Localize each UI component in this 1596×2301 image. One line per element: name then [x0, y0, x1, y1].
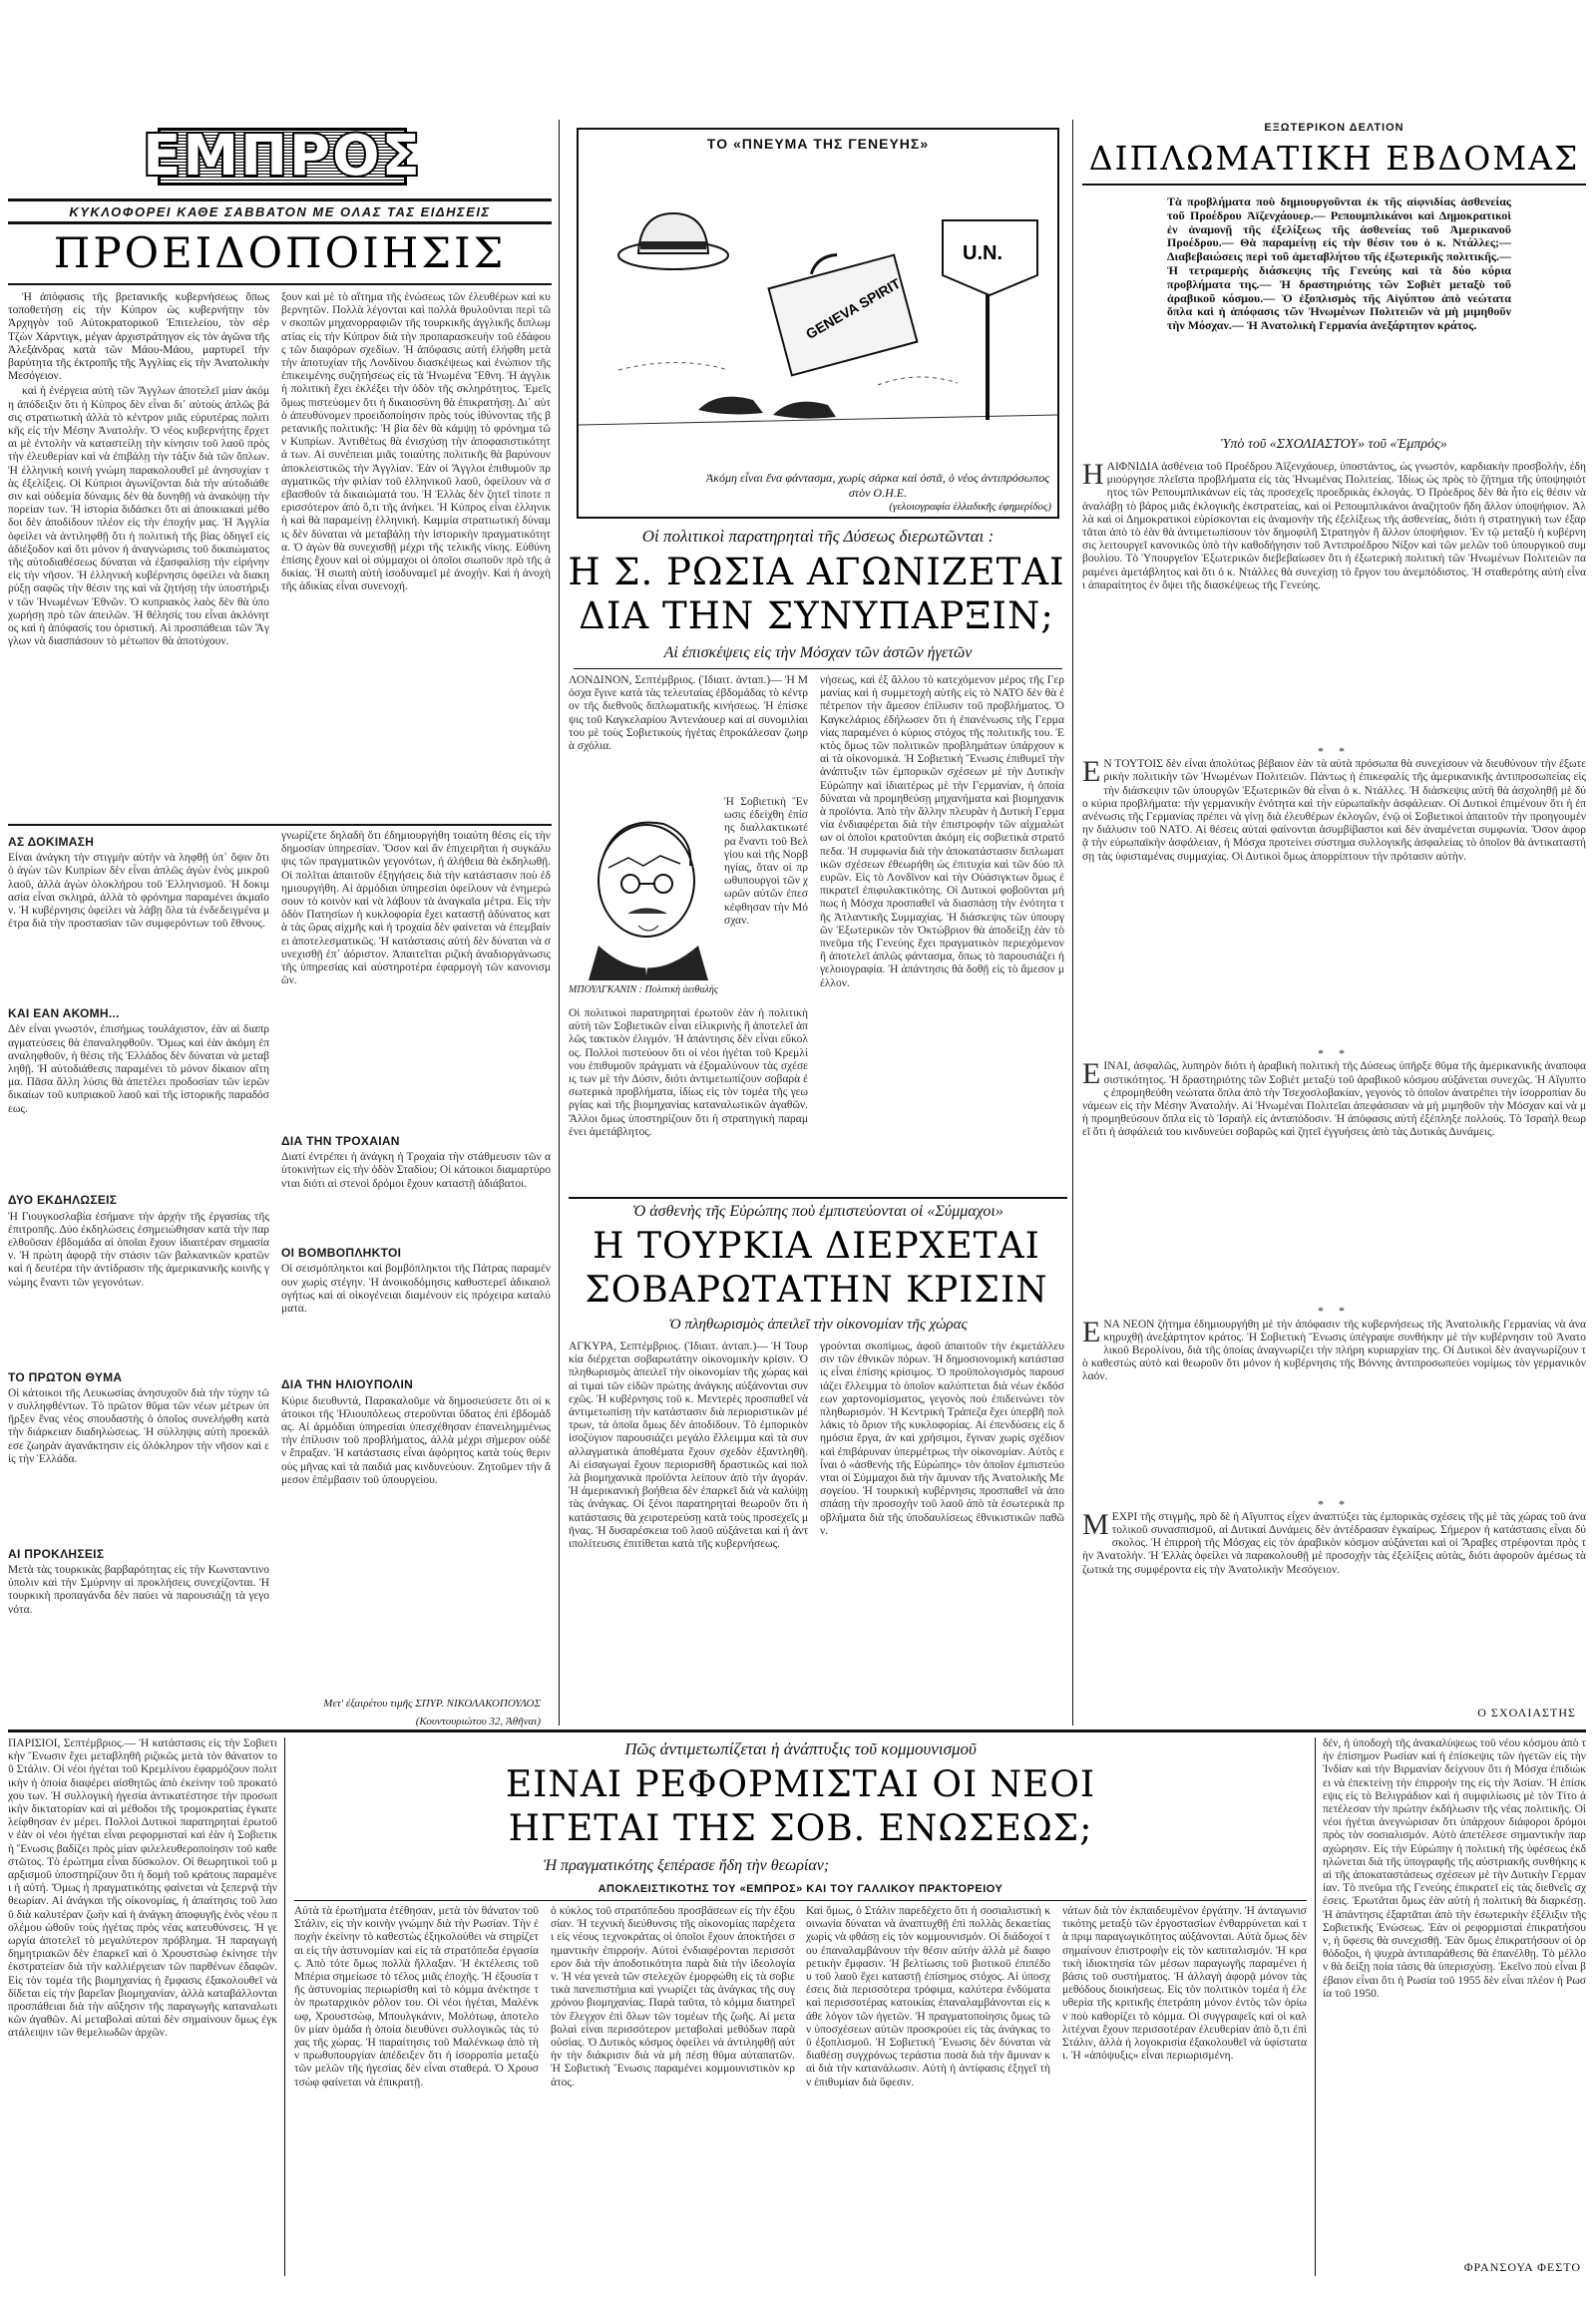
center-story-2-col2-body: γρούνται σκοπίμως, ἀφοῦ ἀπαιτοῦν τὴν ἐκμετάλλευσιν τῶν ἐθνικῶν πόρων. Ἡ δημοσιονομικὴ κατάστασις εἶναι ἐπίσης κρίσιμος. Ὁ προϋπολογισμὸς παρουσιάζει ἔλλειμμα τὸ ὁποῖον καλύπτεται διὰ νέων ἐκδόσεων χαρτονομίσματος, γεγονὸς ποὺ ἐπιδεινώνει τὸν πληθωρισμόν. Ἡ Κεντρικὴ Τράπεζα ἔχει ὑπερβῆ πολλάκις τὸ ὅριον τῆς κυκλοφορίας. Αἱ ἐπενδύσεις εἰς δημόσια ἔργα, ἀν καὶ χρήσιμοι, ἔγιναν χωρὶς σχέδιον καὶ ἐπιβάρυναν ὑπερμέτρως τὴν οἰκονομίαν. Αὐτὸς εἶναι ὁ «ἀσθενὴς τῆς Εὐρώπης» τὸν ὁποῖον ἐμπιστεύονται οἱ Σύμμαχοι διὰ τὴν ἄμυναν τῆς Ἀνατολικῆς Μεσογείου. Ἡ τουρκικὴ κυβέρνησις προσπαθεῖ νὰ ἀποσπάσῃ τὴν προσοχὴν τοῦ λαοῦ ἀπὸ τὰ ἐσωτερικὰ προβλήματα διὰ τῆς ὑποδαυλίσεως ἐθνικιστικῶν παθῶν.: [820, 1341, 1064, 1537]
right-separator-1: * *: [1318, 744, 1351, 758]
right-label: ΕΞΩΤΕΡΙΚΟΝ ΔΕΛΤΙΟΝ: [1264, 122, 1404, 134]
cartoon-title: ΤΟ «ΠΝΕΥΜΑ ΤΗΣ ΓΕΝΕΥΗΣ»: [706, 136, 930, 152]
bottom-col-2: [294, 1905, 539, 2276]
cartoon-sign-2: U.N.: [963, 242, 1002, 264]
center-story-2-col1: [569, 1341, 808, 1726]
left-section-2-body: Δὲν εἶναι γνωστόν, ἐπισήμως τουλάχιστον, ἐὰν αἱ διαπραγματεύσεις θὰ ἐπαναληφθοῦν. Ὅμως καὶ ἐὰν ἀκόμη ἐπαναληφθοῦν, ἡ θέσις τῆς Ἑλλάδος δὲν δύναται νὰ μεταβληθῇ. Ἡ αὐτοδιάθεσις παραμένει τὸ μόνον δίκαιον αἴτημα. Πᾶσα ἄλλη λύσις θὰ ἀπετέλει προδοσίαν τῶν ἱερῶν δικαίων τοῦ κυπριακοῦ λαοῦ καὶ τῆς ἱστορικῆς παραδόσεως.: [8, 1023, 269, 1115]
left-lead-divider: [8, 824, 552, 826]
bottom-col-left: [8, 1737, 277, 2276]
masthead-tagline: ΚΥΚΛΟΦΟΡΕΙ ΚΑΘΕ ΣΑΒΒΑΤΟΝ ΜΕ ΟΛΑΣ ΤΑΣ ΕΙΔΗΣΕΙΣ: [69, 204, 491, 219]
masthead-logo: [143, 124, 422, 189]
col-divider-left: [559, 120, 560, 1726]
bottom-col-right-body: δέν, ἡ ὑποδοχὴ τῆς ἀνακαλύψεως τοῦ νέου κόσμου ἀπὸ τὴν ἐπίσημον Ρωσίαν καὶ ἡ ἐπίσκεψις τῶν ἡγετῶν εἰς τὴν Ἰνδίαν καὶ τὴν Βιρμανίαν δείχνουν ὅτι ἡ Μόσχα ἐπιδιώκει νὰ ἐπεκτείνῃ τὴν ἐπιρροήν της εἰς τὴν Ἀσίαν. Ἡ ἐπίσκεψις εἰς τὸ Βελιγράδιον καὶ ἡ συμφιλίωσις μὲ τὸν Τίτο ἀπετέλεσαν τὴν πρώτην ἐκδήλωσιν τῆς νέας πολιτικῆς. Οἱ νέοι ἡγέται ἀνεγνώρισαν ὅτι ὑπάρχουν διάφοροι δρόμοι πρὸς τὸν σοσιαλισμόν. Αὐτὸ ἀπετέλεσε σημαντικὴν παραχώρησιν. Εἰς τὴν Εὐρώπην ἡ πολιτικὴ τῆς ὑφέσεως ἐκδηλώνεται διὰ τῆς ὑπογραφῆς τῆς αὐστριακῆς συνθήκης καὶ τῆς ἀποκαταστάσεως σχέσεων μὲ τὴν Δυτικὴν Γερμανίαν. Τὸ πνεῦμα τῆς Γενεύης ἐπικρατεῖ εἰς τὰς διεθνεῖς σχέσεις. Ἐρωτᾶται ὅμως ἐὰν αὐτὴ ἡ πολιτικὴ θὰ διαρκέσῃ. Ἡ ἀπάντησις ἐξαρτᾶται ἀπὸ τὴν ἐσωτερικὴν ἐξέλιξιν τῆς Σοβιετικῆς Ἑνώσεως. Ἐὰν οἱ ρεφορμισταὶ ἐπικρατήσουν, ἡ ὕφεσις θὰ συνεχισθῇ. Ἐὰν ὅμως ἐπικρατήσουν οἱ ὀρθόδοξοι, ἡ ψυχρὰ ἀντιπαράθεσις θὰ ἐπανέλθῃ. Τὸ μέλλον θὰ δείξῃ ποία τάσις θὰ ὑπερισχύσῃ. Ἐκεῖνο ποὺ εἶναι βέβαιον εἶναι ὅτι ἡ Ρωσία τοῦ 1955 δὲν εἶναι πλέον ἡ Ρωσία τοῦ 1950.: [1323, 1737, 1586, 2000]
center-headline-1b: ΔΙΑ ΤΗΝ ΣΥΝΥΠΑΡΞΙΝ;: [579, 594, 1054, 637]
mid-sign: Μετ' ἐξαιρέτου τιμῆς ΣΠΥΡ. ΝΙΚΟΛΑΚΟΠΟΥΛΟΣ: [323, 1698, 541, 1710]
left-section-1: ΑΣ ΔΟΚΙΜΑΣΗ: [8, 835, 95, 849]
center-story-1-col1: [569, 674, 808, 1193]
left-section-4: ΤΟ ΠΡΩΤΟΝ ΘΥΜΑ: [8, 1369, 123, 1384]
masthead-rule-bottom: [8, 221, 552, 224]
signpost-icon: [943, 220, 1037, 420]
mid-section-1-body: Διατί ἐντρέπει ἡ ἀνάγκη ἡ Τροχαία τὴν στάθμευσιν τῶν αὐτοκινήτων εἰς τὴν ὁδὸν Σταδίου; Οἱ κάτοικοι διαμαρτύρονται διότι αἱ στενοὶ δρόμοι ἔχουν καταστῇ ἀδιάβατοι.: [281, 1151, 551, 1190]
mid-section-2-body: Οἱ σεισμόπληκτοι καὶ βομβόπληκτοι τῆς Πάτρας παραμένουν χωρὶς στέγην. Ἡ ἀνοικοδόμησις καθυστερεῖ ἀδικαιολογήτως καὶ αἱ οἰκογένειαι διαμένουν εἰς πρόχειρα καταλύματα.: [281, 1263, 551, 1316]
bottom-col-4-body: Καὶ ὅμως, ὁ Στάλιν παρεδέχετο ὅτι ἡ σοσιαλιστικὴ κοινωνία δύναται νὰ ἀναπτυχθῇ ἐπὶ πολλὰς δεκαετίας χωρὶς νὰ φθάσῃ εἰς τὸν κομμουνισμόν. Οἱ διάδοχοί του ἐπαναλαμβάνουν τὴν θέσιν αὐτὴν ἀλλὰ μὲ διαφορετικὴν ἔμφασιν. Ἡ βελτίωσις τοῦ βιοτικοῦ ἐπιπέδου τοῦ λαοῦ ἔχει καταστῇ ἐπίσημος στόχος. Αἱ ὑποσχέσεις διὰ περισσότερα τρόφιμα, καλύτερα ἐνδύματα καὶ περισσοτέρας κατοικίας ἐπαναλαμβάνονται εἰς κάθε λόγον τῶν ἡγετῶν. Ἡ πραγματοποίησις ὅμως τῶν ὑποσχέσεων αὐτῶν προσκρούει εἰς τὰς ἀνάγκας τοῦ ἐξοπλισμοῦ. Ἡ Σοβιετικὴ Ἕνωσις δὲν δύναται νὰ διαθέσῃ συγχρόνως τεράστια ποσὰ διὰ τὴν ἄμυναν καὶ διὰ τὴν κατανάλωσιν. Αὐτὴ ἡ ἀντίφασις ἐξηγεῖ τὴν ἐπιθυμίαν διὰ ὕφεσιν.: [806, 1905, 1050, 2089]
mid-section-2: ΟΙ ΒΟΜΒΟΠΛΗΚΤΟΙ: [281, 1246, 402, 1261]
right-body-3: ΕΙΝΑΙ, ἀσφαλῶς, λυπηρὸν διότι ἡ ἀραβικὴ πολιτικὴ τῆς Δύσεως ὑπῆρξε θῦμα τῆς ἀμερικανικῆς ἀναποφασιστικότητος. Ἡ δραστηριότης τῶν Σοβιὲτ μεταξὺ τοῦ ἀραβικοῦ κόσμου αὐξάνεται συνεχῶς. Ἡ Αἴγυπτος ἐπρομηθεύθη νεώτατα ὅπλα ἀπὸ τὴν Τσεχοσλοβακίαν, γεγονὸς τὸ ὁποῖον ἀνατρέπει τὴν ἰσορροπίαν δυνάμεων εἰς τὴν Μέσην Ἀνατολήν. Αἱ Ἡνωμέναι Πολιτεῖαι ἀπεφάσισαν νὰ μὴ μιμηθοῦν τὴν Μόσχαν καὶ νὰ μὴ προμηθεύσουν ὅπλα εἰς τὸ Ἰσραὴλ εἰς ἀνταπόδοσιν. Ἡ ἀπόφασις αὐτὴ ἐξέπληξε πολλούς. Τὸ Ἰσραὴλ θεωρεῖ ὅτι ἡ ἀσφάλειά του κινδυνεύει σοβαρῶς καὶ ζητεῖ ἐγγυήσεις ἀπὸ τὰς Δυτικὰς Δυνάμεις.: [1082, 1060, 1586, 1139]
bottom-col-5: [1062, 1905, 1307, 2276]
bottom-col-5-body: νάτων διὰ τὸν ἐκπαιδευμένον ἐργάτην. Ἡ ἀνταγωνιστικότης μεταξὺ τῶν ἐργοστασίων ἐνθαρρύνεται καὶ τὰ πριμ παραγωγικότητος αὐξάνονται. Αὐτὰ ὅμως δὲν σημαίνουν ἐπιστροφὴν εἰς τὸν καπιταλισμόν. Ἡ κρατικὴ ἰδιοκτησία τῶν μέσων παραγωγῆς παραμένει ἡ βάσις τοῦ συστήματος. Ἡ ἀλλαγὴ ἀφορᾷ μόνον τὰς μεθόδους διοικήσεως. Εἰς τὸν πολιτικὸν τομέα ἡ ἐλευθερία τῆς κριτικῆς ἐπετράπη μόνον ἐντὸς τῶν ὁρίων ποὺ καθορίζει τὸ κόμμα. Οἱ συγγραφεῖς καὶ οἱ καλλιτέχναι ἔχουν περισσοτέραν ἐλευθερίαν ἀπὸ ὅ,τι ἐπὶ Στάλιν, ἀλλὰ ἡ λογοκρισία ἐξακολουθεῖ νὰ ὑφίσταται. Ἡ «ἀπόψυξις» εἶναι περιωρισμένη.: [1062, 1905, 1307, 2063]
bottom-col-2-body: Αὐτὰ τὰ ἐρωτήματα ἐτέθησαν, μετὰ τὸν θάνατον τοῦ Στάλιν, εἰς τὴν κοινὴν γνώμην διὰ τὴν Ρωσίαν. Τὴν ἐποχὴν ἐκείνην τὸ καθεστὼς ἐξηκολούθει νὰ στηρίζεται εἰς τὴν ἀστυνομίαν καὶ εἰς τὰ στρατόπεδα ἐργασίας. Ἀπὸ τότε ὅμως πολλὰ ἤλλαξαν. Ἡ ἐκτέλεσις τοῦ Μπέρια σημείωσε τὸ τέλος μιᾶς ἐποχῆς. Ἡ ἐξουσία τῆς ἀστυνομίας περιωρίσθη καὶ τὸ κόμμα ἀνέκτησε τὸν πρωταρχικὸν ρόλον του. Οἱ νέοι ἡγέται, Μαλένκωφ, Χρουστσὼφ, Μπουλγκάνιν, Μολότωφ, ἀποτελοῦν μίαν ὁμάδα ἡ ὁποία διευθύνει συλλογικῶς τὰς τύχας τῆς χώρας. Ἡ παραίτησις τοῦ Μαλένκωφ ἀπὸ τὴν πρωθυπουργίαν ἀπέδειξεν ὅτι ἡ ἰσορροπία μεταξὺ τῶν μελῶν τῆς ἡγεσίας δὲν εἶναι σταθερά. Ὁ Χρουστσὼφ φαίνεται νὰ ἐπικρατῇ.: [294, 1905, 539, 2089]
right-body-1: Η ΑΙΦΝΙΔΙΑ ἀσθένεια τοῦ Προέδρου Ἀϊζενχάουερ, ὑποστάντος, ὡς γνωστόν, καρδιακὴν προσβολήν, ἐδημιούργησε πλεῖστα προβλήματα εἰς τὰς Ἡνωμένας Πολιτείας. Ἰδίως ὡς πρὸς τὸ ζήτημα τῆς ὑποψηφιότητος τῶν Ρεπουμπλικάνων εἰς τὰς προσεχεῖς προεδρικὰς ἐκλογάς. Ὁ Πρόεδρος δὲν θὰ ἦτο εἰς θέσιν νὰ ἀναλάβῃ τὸ βάρος μιᾶς ἐκλογικῆς ἐκστρατείας, καὶ οἱ Ρεπουμπλικάνοι ἀναζητοῦν ἤδη ἄλλον ὑποψήφιον. Ἀλλὰ καὶ οἱ Δημοκρατικοὶ εὑρίσκονται εἰς ἀναμονὴν τῆς ἐξελίξεως τῆς ἀσθενείας, διότι ἡ στρατηγική των ἐξαρτᾶται ἀπὸ τὸ ἐὰν θὰ ἀντιμετωπίσουν τὸν δημοφιλῆ Στρατηγὸν ἢ ἄλλον ὑποψήφιον. Ἐν τῷ μεταξὺ ἡ κυβέρνησις λειτουργεῖ κανονικῶς ὑπὸ τὴν καθοδήγησιν τοῦ Ἀντιπροέδρου Νίξον καὶ τῶν μελῶν τοῦ ὑπουργικοῦ συμβουλίου. Τὸ Ὑπουργεῖον Ἐξωτερικῶν διεβεβαίωσεν ὅτι ἡ ἐξωτερικὴ πολιτικὴ τῶν Ἡνωμένων Πολιτειῶν παραμένει ἀμετάβλητος καὶ ὅτι ὁ κ. Ντάλλες θὰ συνεχίσῃ τὸ ἔργον του ἀνεμπόδιστος. Ἡ σταθερότης αὐτὴ εἶναι ἀπαραίτητος ἐν ὄψει τῆς διασκέψεως τῆς Γενεύης.: [1082, 461, 1586, 591]
bottom-headline-b: ΗΓΕΤΑΙ ΤΗΣ ΣΟΒ. ΕΝΩΣΕΩΣ;: [508, 1808, 1093, 1849]
left-section-1-body: Εἶναι ἀνάγκη τὴν στιγμὴν αὐτὴν νὰ ληφθῇ ὑπ᾽ ὄψιν ὅτι ὁ ἀγὼν τῶν Κυπρίων δὲν εἶναι ἁπλῶς ἀγὼν ἑνὸς μικροῦ λαοῦ, ἀλλὰ ἀγὼν ὁλοκλήρου τοῦ Ἑλληνισμοῦ. Ἡ δοκιμασία εἶναι σκληρά, ἀλλὰ τὸ φρόνημα παραμένει ἀκμαῖον. Ἡ κυβέρνησις ὀφείλει νὰ λάβῃ ὅλα τὰ ἐνδεδειγμένα μέτρα διὰ τὴν προστασίαν τῶν συμφερόντων τοῦ ἔθνους.: [8, 852, 269, 931]
mid-section-3-body: Κύριε διευθυντά, Παρακαλοῦμε νὰ δημοσιεύσετε ὅτι οἱ κάτοικοι τῆς Ἡλιουπόλεως στεροῦνται ὕδατος ἐπὶ ἑβδομάδας. Αἱ ἁρμόδιαι ὑπηρεσίαι ὑπεσχέθησαν ἐπανειλημμένως τὴν ἐπίλυσιν τοῦ προβλήματος, ἀλλὰ μέχρι σήμερον οὐδὲν ἔπραξαν. Ἡ κατάστασις εἶναι ἀφόρητος κατὰ τοὺς θερινοὺς μῆνας καὶ τὰ παιδιά μας κινδυνεύουν. Ζητοῦμεν τὴν ἄμεσον ἐπέμβασιν τοῦ ὑπουργείου.: [281, 1394, 551, 1486]
left-lead-body: καὶ ἡ ἐνέργεια αὐτὴ τῶν Ἄγγλων ἀποτελεῖ μίαν ἀκόμη ἀπόδειξιν ὅτι ἡ Κύπρος δὲν εἶναι δι᾽ αὐτοὺς ἁπλῶς βάσις στρατιωτικὴ ἀλλὰ τὸ κέντρον μιᾶς εὐρυτέρας πολιτικῆς εἰς τὴν Μέσην Ἀνατολήν. Ὁ νέος κυβερνήτης ἔρχεται μὲ ἐντολὴν νὰ καταστείλῃ τὴν κίνησιν τοῦ λαοῦ πρὸς τὴν ἐλευθερίαν καὶ νὰ ἐπιβάλῃ τὴν τάξιν διὰ τῶν ὅπλων. Ἡ ἑλληνικὴ κοινὴ γνώμη παρακολουθεῖ μὲ ἀνησυχίαν τὰς ἐξελίξεις. Οἱ Κύπριοι ἀγωνίζονται διὰ τὴν αὐτοδιάθεσιν καὶ οὐδεμία δύναμις δὲν θὰ δυνηθῇ νὰ ἀνακόψῃ τὴν πορείαν των. Ἡ ἱστορία διδάσκει ὅτι αἱ ἀποικιακαὶ μέθοδοι δὲν ἀποδίδουν πλέον εἰς τὴν ἐποχήν μας. Ἡ Ἀγγλία ὀφείλει νὰ ἀντιληφθῇ ὅτι ἡ πολιτικὴ τῆς βίας ὁδηγεῖ εἰς ἀδιέξοδον καὶ ὅτι μόνον ἡ ἀναγνώρισις τοῦ δικαιώματος τῆς αὐτοδιαθέσεως δύναται νὰ ἐξασφαλίσῃ τὴν εἰρήνην εἰς τὴν νῆσον. Ἡ ἑλληνικὴ κυβέρνησις ὀφείλει νὰ διακηρύξῃ σαφῶς τὴν θέσιν της καὶ νὰ ζητήσῃ τὴν ὑποστήριξιν τῶν Ἡνωμένων Ἐθνῶν. Ὁ κυπριακὸς λαὸς δὲν θὰ ὑποχωρήσῃ πρὸ τῶν ἀπειλῶν. Ἡ θέλησίς του εἶναι ἀκλόνητος καὶ ἡ ἀπόφασίς του ὁριστική. Αἱ προσπάθειαι τῶν Ἄγγλων νὰ διασπάσουν τὸ μέτωπον θὰ ἀποτύχουν.: [8, 385, 269, 648]
left-lower-col1: [8, 830, 269, 1727]
right-signature: Ο ΣΧΟΛΙΑΣΤΗΣ: [1477, 1706, 1576, 1720]
right-body-4: ΕΝΑ ΝΕΟΝ ζήτημα ἐδημιουργήθη μὲ τὴν ἀπόφασιν τῆς κυβερνήσεως τῆς Ἀνατολικῆς Γερμανίας νὰ ἀνακηρυχθῇ ἀνεξάρτητον κράτος. Ἡ Σοβιετικὴ Ἕνωσις ὑπέγραψε συνθήκην μὲ τὴν κυβέρνησιν τοῦ Ἀνατολικοῦ Βερολίνου, διὰ τῆς ὁποίας ἀναγνωρίζει τὴν πλήρη κυριαρχίαν της. Οἱ Δυτικοὶ δὲν ἀναγνωρίζουν τὸ καθεστὼς αὐτὸ καὶ θεωροῦν ὅτι μόνον ἡ κυβέρνησις τῆς Βόννης ἀντιπροσωπεύει νομίμως τὸν γερμανικὸν λαόν.: [1082, 1318, 1586, 1383]
center-story-1-col2-body: νήσεως, καὶ ἐξ ἄλλου τὸ κατεχόμενον μέρος τῆς Γερμανίας καὶ ἡ συμμετοχὴ αὐτῆς εἰς τὸ ΝΑΤΟ δὲν θὰ ἐπέτρεπον τὴν ἄμεσον ἐπίλυσιν τοῦ προβλήματος. Ὁ Καγκελάριος ἐδήλωσεν ὅτι ἡ ἐπανένωσις τῆς Γερμανίας παραμένει ὁ κύριος στόχος τῆς πολιτικῆς του. Ἐκτὸς ὅμως τῶν πολιτικῶν προβλημάτων ὑπάρχουν καὶ τὰ οἰκονομικά. Ἡ Σοβιετικὴ Ἕνωσις ἐπιθυμεῖ τὴν ἀνάπτυξιν τῶν ἐμπορικῶν σχέσεων μὲ τὴν Δυτικὴν Εὐρώπην καὶ ἰδιαιτέρως μὲ τὴν Γερμανίαν, ἡ ὁποία δύναται νὰ προμηθεύσῃ μηχανήματα καὶ βιομηχανικὰ προϊόντα. Ἀπὸ τὴν ἄλλην πλευρὰν ἡ Δυτικὴ Γερμανία ἐνδιαφέρεται διὰ τὴν ἐπιστροφὴν τῶν αἰχμαλώτων οἱ ὁποῖοι κρατοῦνται ἀκόμη εἰς σοβιετικὰ στρατόπεδα. Ἡ συμφωνία διὰ τὴν ἀποκατάστασιν διπλωματικῶν σχέσεων ἐθεωρήθη ὡς ἐπιτυχία καὶ τῶν δύο πλευρῶν. Εἰς τὸ Λονδῖνον καὶ τὴν Οὐάσιγκτων ὅμως ἐπικρατεῖ ἐπιφυλακτικότης. Οἱ Δυτικοὶ φοβοῦνται μήπως ἡ Μόσχα προσπαθεῖ νὰ διασπάσῃ τὴν ἑνότητα τῆς Ἀτλαντικῆς Συμμαχίας. Ἡ διάσκεψις τῶν ὑπουργῶν Ἐξωτερικῶν τὸν Ὀκτώβριον θὰ ἀποδείξῃ ἐὰν τὸ πνεῦμα τῆς Γενεύης ἔχει πραγματικὸν περιεχόμενον ἢ ἀποτελεῖ ἁπλῶς φάντασμα, ὅπως τὸ παρουσιάζει ἡ γελοιογραφία. Ἡ ἀπάντησις θὰ δοθῇ εἰς τὸ ἄμεσον μέλλον.: [820, 674, 1064, 989]
center-deck-1: Αἱ ἐπισκέψεις εἰς τὴν Μόσχαν τῶν ἀστῶν ἡγετῶν: [663, 644, 973, 661]
bottom-deck: Ἡ πραγματικότης ξεπέρασε ἤδη τὴν θεωρίαν;: [544, 1857, 830, 1874]
right-summary: Τὰ προβλήματα ποὺ δημιουργοῦνται ἐκ τῆς αἰφνιδίας ἀσθενείας τοῦ Προέδρου Ἀϊζενχάουερ.— Ρεπουμπλικάνοι καὶ Δημοκρατικοὶ ἐν ἀναμονῇ τῆς ἐξελίξεως τῆς ἀσθενείας τοῦ Ἀμερικανοῦ Προέδρου.— Θὰ παραμείνῃ εἰς τὴν θέσιν του ὁ κ. Ντάλλες;— Διαβεβαιώσεις περὶ τοῦ ἀμεταβλήτου τῆς ἐξωτερικῆς πολιτικῆς.— Ἡ τετραμερὴς διάσκεψις τῆς Γενεύης καὶ τὰ δύο κύρια προβλήματα της.— Ἡ δραστηριότης τῶν Σοβιὲτ μεταξὺ τοῦ ἀραβικοῦ κόσμου.— Ὁ ἐξοπλισμὸς τῆς Αἰγύπτου ἀπὸ νεώτατα ὅπλα καὶ ἡ ἀπόφασις τῶν Ἡνωμένων Πολιτειῶν νὰ μὴ μιμηθοῦν τὴν Μόσχαν.— Ἡ Ἀνατολικὴ Γερμανία ἀνεξάρτητον κράτος.: [1167, 194, 1511, 333]
left-section-5-body: Μετὰ τὰς τουρκικὰς βαρβαρότητας εἰς τὴν Κωνσταντινούπολιν καὶ τὴν Σμύρνην αἱ προκλήσεις συνεχίζονται. Ἡ τουρκικὴ προπαγάνδα δὲν παύει νὰ παρουσιάζῃ τὰ γεγονότα.: [8, 1564, 269, 1616]
left-lower-col2-top: γνωρίζετε δηλαδὴ ὅτι ἐδημιουργήθη τοιαύτη θέσις εἰς τὴν δημοσίαν ὑπηρεσίαν. Ὅσον καὶ ἂν ἐπιχειρῆται ἡ συγκάλυψις τῶν πραγματικῶν γεγονότων, ἡ ἀλήθεια θὰ ἐκδηλωθῇ. Οἱ πολῖται ἀπαιτοῦν ἐξηγήσεις διὰ τὴν κατάστασιν ποὺ ἐδημιουργήθη. Αἱ ἁρμόδιαι ὑπηρεσίαι ὀφείλουν νὰ ἐνημερώσουν τὸ κοινὸν καὶ νὰ λάβουν τὰ ἀναγκαῖα μέτρα. Εἰς τὴν ὁδὸν Πατησίων ἡ κυκλοφορία ἔχει καταστῇ ἀδύνατος κατὰ τὰς ὥρας αἰχμῆς καὶ ἡ τροχαία δὲν φαίνεται νὰ ἐπεμβαίνει ἀποτελεσματικῶς. Ἡ κατάστασις αὐτὴ δὲν δύναται νὰ συνεχισθῇ ἐπ᾽ ἀόριστον. Ἀπαιτεῖται ριζικὴ ἀναδιοργάνωσις τῆς ὑπηρεσίας καὶ αὐστηροτέρα ἐφαρμογὴ τῶν κανονισμῶν.: [281, 830, 551, 987]
center-headline-2b: ΣΟΒΑΡΩΤΑΤΗΝ ΚΡΙΣΙΝ: [585, 1270, 1048, 1311]
col-divider-right: [1072, 120, 1073, 1726]
right-body-2: Ε Ν ΤΟΥΤΟΙΣ δὲν εἶναι ἀπολύτως βέβαιον ἐὰν τὰ αὐτὰ πρόσωπα θὰ συνεχίσουν νὰ διευθύνουν τὴν ἐξωτερικὴν πολιτικὴν τῶν Ἡνωμένων Πολιτειῶν. Πάντως ἡ ἐπικεφαλίς τῆς ἀμερικανικῆς ἀντιπροσωπείας εἰς τὴν διάσκεψιν τῶν ὑπουργῶν Ἐξωτερικῶν θὰ εἶναι ὁ κ. Ντάλλες. Ἡ διάσκεψις αὐτὴ θὰ ἀσχοληθῇ μὲ δύο κύρια προβλήματα: τὴν γερμανικὴν ἑνότητα καὶ τὴν εὐρωπαϊκὴν ἀσφάλειαν. Οἱ Δυτικοὶ ἐπιμένουν ὅτι ἡ ἐπανένωσις τῆς Γερμανίας πρέπει νὰ γίνῃ διὰ ἐλευθέρων ἐκλογῶν, ἐνῷ οἱ Σοβιετικοὶ ἀπαιτοῦν τὴν προηγουμένην διάλυσιν τοῦ ΝΑΤΟ. Αἱ θέσεις αὐταὶ φαίνονται ἀσυμβίβαστοι καὶ δὲν ἀναμένεται συμφωνία. Ὅσον ἀφορᾷ τὴν εὐρωπαϊκὴν ἀσφάλειαν, ἡ Μόσχα προτείνει σύστημα συλλογικῆς ἀσφαλείας τὸ ὁποῖον θὰ ἀντικαταστήσῃ τὰς ὑφισταμένας συμμαχίας. Οἱ Δυτικοὶ ὅμως ἀπορρίπτουν τὴν πρότασιν αὐτὴν.: [1082, 758, 1586, 863]
shoes-icon: [698, 397, 836, 419]
suitcase-icon: [769, 254, 918, 376]
center-divider-2: [569, 1197, 1067, 1199]
bottom-col-3-body: ὁ κύκλος τοῦ στρατόπεδου προσβάσεων εἰς τὴν ἐξουσίαν. Ἡ τεχνικὴ διεύθυνσις τῆς οἰκονομίας παρέχεται εἰς νέους τεχνοκράτας οἱ ὁποῖοι ἔχουν ἀποκτήσει σημαντικὴν ἐπιρροήν. Αὐτοὶ ἐνδιαφέρονται περισσότερον διὰ τὴν ἀποδοτικότητα παρὰ διὰ τὴν ἰδεολογίαν. Ἡ νέα γενεὰ τῶν στελεχῶν ἐμορφώθη εἰς τὰ σοβιετικὰ πανεπιστήμια καὶ γνωρίζει τὰς ἀνάγκας τῆς συγχρόνου βιομηχανίας. Παρὰ ταῦτα, τὸ κόμμα διατηρεῖ τὸν ἔλεγχον ἐπὶ ὅλων τῶν τομέων τῆς ζωῆς. Αἱ μεταβολαὶ εἶναι περισσότερον μεταβολαὶ μεθόδων παρὰ οὐσίας. Ὁ Δυτικὸς κόσμος ὀφείλει νὰ ἀντιληφθῇ αὐτὴν τὴν διάκρισιν διὰ νὰ μὴ πέσῃ θῦμα αὐταπατῶν. Ἡ Σοβιετικὴ Ἕνωσις παραμένει κομμουνιστικὸν κράτος.: [551, 1905, 795, 2089]
hat-icon: [618, 213, 728, 269]
left-lead-text: Ἡ ἀπόφασις τῆς βρετανικῆς κυβερνήσεως ὅπως τοποθετήσῃ εἰς τὴν Κύπρον ὡς κυβερνήτην τὸν Ἀρχηγὸν τοῦ Αὐτοκρατορικοῦ Ἐπιτελείου, τὸν σὲρ Τζὼν Χάρντιγκ, μέγαν ἀρχιστράτηγον εἰς τὸν ἀγῶνα τῆς Ἀλεξάνδρας κατὰ τῶν Μάου-Μάου, μαρτυρεῖ τὴν βαρύτητα τῆς ἐκτροπῆς τῆς Ἀγγλίας εἰς τὴν Ἀνατολικὴν Μεσόγειον.: [8, 291, 269, 383]
right-body: [1082, 461, 1586, 1698]
masthead-logo-text: ΕΜΠΡΟΣ: [143, 124, 422, 189]
right-separator-3: * *: [1318, 1304, 1351, 1319]
bottom-col-4: [806, 1905, 1050, 2276]
center-story-1-col2: [820, 674, 1064, 1193]
center-story-2-col2: [820, 1341, 1064, 1726]
bottom-col-3: [551, 1905, 795, 2276]
center-story-2-col1-body: ΑΓΚΥΡΑ, Σεπτέμβριος. (Ἰδιαιτ. ἀνταπ.)— Ἡ Τουρκία διέρχεται σοβαρωτάτην οἰκονομικὴν κρίσιν. Ὁ πληθωρισμὸς ἀπειλεῖ τὴν οἰκονομίαν τῆς χώρας καὶ αἱ τιμαὶ τῶν εἰδῶν πρώτης ἀνάγκης αὐξάνονται συνεχῶς. Ἡ κυβέρνησις τοῦ κ. Μεντερὲς προσπαθεῖ νὰ ἀντιμετωπίσῃ τὴν κατάστασιν διὰ περιοριστικῶν μέτρων, τὰ ὁποῖα ὅμως δὲν ἀποδίδουν. Τὸ ἐμπορικὸν ἰσοζύγιον παρουσιάζει μεγάλο ἔλλειμμα καὶ τὰ συναλλαγματικὰ ἀποθέματα ἔχουν σχεδὸν ἐξαντληθῆ. Αἱ εἰσαγωγαὶ ἔχουν περιορισθῆ δραστικῶς καὶ πολλὰ βιομηχανικὰ προϊόντα λείπουν ἀπὸ τὴν ἀγοράν. Ἡ ἀμερικανικὴ βοήθεια δὲν ἐπαρκεῖ διὰ νὰ καλύψῃ τὰς ἀνάγκας. Οἱ ξένοι παρατηρηταὶ θεωροῦν ὅτι ἡ κατάστασις θὰ χειροτερεύσῃ κατὰ τοὺς προσεχεῖς μῆνας. Ἡ δυσαρέσκεια τοῦ λαοῦ αὐξάνεται καὶ ἡ ἀντιπολίτευσις ἐπιτίθεται κατὰ τῆς κυβερνήσεως.: [569, 1341, 808, 1551]
left-section-3-body: Ἡ Γιουγκοσλαβία ἐσήμανε τὴν ἀρχὴν τῆς ἐργασίας τῆς ἐπιτροπῆς. Δύο ἐκδηλώσεις ἐσημειώθησαν κατὰ τὴν παρελθοῦσαν ἑβδομάδα αἱ ὁποῖαι ἔχουν ἰδιαιτέραν σημασίαν. Ἡ πρώτη ἀφορᾷ τὴν στάσιν τῶν βαλκανικῶν κρατῶν καὶ ἡ δευτέρα τὴν ἀντίδρασιν τῆς ἀμερικανικῆς κοινῆς γνώμης ἔναντι τῶν γεγονότων.: [8, 1210, 269, 1289]
bottom-subdeck-rule: [294, 1900, 1307, 1901]
center-story-1-col1-top: ΛΟΝΔΙΝΟΝ, Σεπτέμβριος. (Ἰδιαιτ. ἀνταπ.)— Ἡ Μόσχα ἔγινε κατὰ τὰς τελευταίας ἑβδομάδας τὸ κέντρον τῆς διεθνοῦς διπλωματικῆς κινήσεως. Ἡ ἐπίσκεψις τοῦ Καγκελαρίου Ἀντενάουερ καὶ αἱ συνομιλίαι του μὲ τοὺς Σοβιετικοὺς ἡγέτας ἐπροκάλεσαν ζωηρὰ σχόλια.: [569, 674, 808, 753]
bottom-vrule-1: [284, 1737, 285, 2276]
bottom-dateline: ΠΑΡΙΣΙΟΙ, Σεπτέμβριος.: [8, 1737, 125, 1749]
left-lead-col2: [281, 291, 551, 820]
mid-section-1: ΔΙΑ ΤΗΝ ΤΡΟΧΑΙΑΝ: [281, 1134, 400, 1148]
center-headline-2a: Η ΤΟΥΡΚΙΑ ΔΙΕΡΧΕΤΑΙ: [593, 1226, 1040, 1267]
cartoon-caption: Ἀκόμη εἶναι ἕνα φάντασμα, χωρὶς σάρκα καὶ ὀστᾶ, ὁ νέος ἀντιπρόσωπος στὸν Ο.Η.Ε.: [705, 471, 1050, 500]
center-kicker-1: Οἱ πολιτικοὶ παρατηρηταὶ τῆς Δύσεως διερωτῶνται :: [641, 527, 995, 546]
portrait: [569, 796, 718, 1000]
left-headline-rule: [8, 283, 552, 285]
bottom-rule-top: [8, 1729, 1586, 1732]
left-section-5: ΑΙ ΠΡΟΚΛΗΣΕΙΣ: [8, 1546, 105, 1561]
bottom-vrule-2: [1315, 1737, 1316, 2276]
center-deck-2: Ὁ πληθωρισμὸς ἀπειλεῖ τὴν οἰκονομίαν τῆς χώρας: [668, 1317, 968, 1333]
center-headline-1a: Η Σ. ΡΩΣΙΑ ΑΓΩΝΙΖΕΤΑΙ: [568, 551, 1065, 593]
mid-section-3: ΔΙΑ ΤΗΝ ΗΛΙΟΥΠΟΛΙΝ: [281, 1377, 414, 1392]
bottom-kicker: Πῶς ἀντιμετωπίζεται ἡ ἀνάπτυξις τοῦ κομμουνισμοῦ: [624, 1739, 977, 1758]
right-separator-4: * *: [1318, 1496, 1351, 1511]
portrait-drawing: [569, 796, 718, 980]
center-kicker-2: Ὁ ἀσθενὴς τῆς Εὐρώπης ποὺ ἐμπιστεύονται οἱ «Σύμμαχοι»: [632, 1203, 1003, 1220]
left-section-3: ΔΥΟ ΕΚΔΗΛΩΣΕΙΣ: [8, 1193, 118, 1208]
cartoon-sign-1: GENEVA SPIRIT: [803, 274, 904, 342]
bottom-signature: ΦΡΑΝΣΟΥΑ ΦΕΣΤΟ: [1463, 2260, 1581, 2274]
right-body-5: ΜΕΧΡΙ τῆς στιγμῆς, πρὸ δὲ ἡ Αἴγυπτος εἶχεν ἀναπτύξει τὰς ἐμπορικὰς σχέσεις τῆς μὲ τὰς χώρας τοῦ ἀνατολικοῦ συνασπισμοῦ, αἱ Δυτικαὶ Δυνάμεις δὲν ἀντέδρασαν ἐγκαίρως. Σήμερον ἡ κατάστασις εἶναι δύσκολος. Ἡ ἐπιρροὴ τῆς Μόσχας εἰς τὸν ἀραβικὸν κόσμον αὐξάνεται καὶ οἱ Ἄραβες στρέφονται πρὸς τὴν Ἀνατολήν. Ἡ Ἑλλὰς ὀφείλει νὰ παρακολουθῇ μὲ προσοχὴν τὰς ἐξελίξεις αὐτὰς, διότι ἀφοροῦν ἀμέσως τὰ ζωτικά της συμφέροντα εἰς τὴν Ἀνατολικὴν Μεσόγειον.: [1082, 1510, 1586, 1576]
bottom-col-right: [1323, 1737, 1586, 2256]
left-section-2: ΚΑΙ ΕΑΝ ΑΚΟΜΗ...: [8, 1006, 120, 1021]
right-separator-2: * *: [1318, 1046, 1351, 1061]
cartoon-frame: [577, 128, 1059, 519]
bottom-headline-a: ΕΙΝΑΙ ΡΕΦΟΡΜΙΣΤΑΙ ΟΙ ΝΕΟΙ: [505, 1764, 1096, 1805]
portrait-caption: ΜΠΟΥΛΓΚΑΝΙΝ : Πολιτικὴ ἀειθαλὴς: [569, 984, 718, 996]
center-story-1-col1-bottom: Οἱ πολιτικοὶ παρατηρηταὶ ἐρωτοῦν ἐὰν ἡ πολιτικὴ αὐτὴ τῶν Σοβιετικῶν εἶναι εἰλικρινὴς ἢ ἀποτελεῖ ἁπλῶς τακτικὸν ἐλιγμόν. Ἡ ἀπάντησις δὲν εἶναι εὔκολος. Πολλοὶ πιστεύουν ὅτι οἱ νέοι ἡγέται τοῦ Κρεμλίνου ἐπιθυμοῦν πράγματι νὰ ἐξομαλύνουν τὰς σχέσεις των μὲ τὴν Δύσιν, διότι ἀντιμετωπίζουν σοβαρὰ ἐσωτερικὰ προβλήματα, ἰδίως εἰς τὸν τομέα τῆς γεωργίας καὶ τῆς βιομηχανίας καταναλωτικῶν ἀγαθῶν. Ἄλλοι ὅμως ὑποστηρίζουν ὅτι ἡ στρατηγικὴ παραμένει ἀμετάβλητος.: [569, 1007, 808, 1138]
left-section-4-body: Οἱ κάτοικοι τῆς Λευκωσίας ἀνησυχοῦν διὰ τὴν τύχην τῶν συλληφθέντων. Τὸ πρῶτον θῦμα τῶν νέων μέτρων ὑπῆρξεν ἕνας νέος σπουδαστὴς ὁ ὁποῖος συνελήφθη κατὰ τὴν διάρκειαν διαδηλώσεως. Ἡ σύλληψις αὐτὴ προεκάλεσε ζωηρὰν ἀγανάκτησιν εἰς ὁλόκληρον τὴν νῆσον καὶ εἰς τὴν Ἑλλάδα.: [8, 1386, 269, 1465]
left-lower-col2: [281, 830, 551, 1727]
right-byline: Ὑπὸ τοῦ «ΣΧΟΛΙΑΣΤΟΥ» τοῦ «Ἐμπρός»: [1221, 437, 1447, 452]
right-headline: ΔΙΠΛΩΜΑΤΙΚΗ ΕΒΔΟΜΑΣ: [1088, 139, 1580, 178]
masthead: [8, 120, 547, 197]
bottom-col-left-body: ΠΑΡΙΣΙΟΙ, Σεπτέμβριος.— Ἡ κατάστασις εἰς τὴν Σοβιετικὴν Ἕνωσιν ἔχει μεταβληθῆ ριζικῶς μετὰ τὸν θάνατον τοῦ Στάλιν. Οἱ νέοι ἡγέται τοῦ Κρεμλίνου ἐφαρμόζουν πολιτικὴν ἡ ὁποία διαφέρει αἰσθητῶς ἀπὸ ἐκείνην τοῦ προκατόχου των. Ἡ συλλογικὴ ἡγεσία ἀντικατέστησε τὴν προσωπικὴν δικτατορίαν καὶ αἱ μέθοδοι τῆς τρομοκρατίας ἐγκατελείφθησαν ἐν μέρει. Πολλοὶ Δυτικοὶ παρατηρηταὶ ἐρωτοῦν ἐὰν οἱ νέοι ἡγέται εἶναι ρεφορμισταὶ καὶ ἐὰν ἡ Σοβιετικὴ Ἕνωσις βαδίζει πρὸς μίαν φιλελευθεροποίησιν τοῦ καθεστῶτος. Τὸ ἐρώτημα εἶναι δύσκολον. Οἱ θεωρητικοὶ τοῦ μαρξισμοῦ ὑποστηρίζουν ὅτι ἡ δομὴ τοῦ κράτους παραμένει ἡ αὐτή. Ὅμως ἡ πραγματικότης φαίνεται νὰ ξεπερνᾷ τὴν θεωρίαν. Αἱ ἀνάγκαι τῆς οἰκονομίας, ἡ ἀπαίτησις τοῦ λαοῦ διὰ καλυτέραν ζωὴν καὶ ἡ ἀνάγκη ἀποφυγῆς ἑνὸς νέου πολέμου ὠθοῦν τοὺς ἡγέτας πρὸς νέας κατευθύνσεις. Ἡ γεωργία ἀποτελεῖ τὸ μεγαλύτερον πρόβλημα. Ἡ παραγωγὴ δημητριακῶν δὲν ἐπαρκεῖ καὶ ὁ Χρουστσὼφ ἐκίνησε τὴν ἐκστρατείαν διὰ τὴν καλλιέργειαν τῶν παρθένων ἐδαφῶν. Εἰς τὸν τομέα τῆς βιομηχανίας ἡ ἔμφασις ἐξακολουθεῖ νὰ δίδεται εἰς τὴν βαρεῖαν βιομηχανίαν, ἀλλὰ καταβάλλονται προσπάθειαι διὰ τὴν αὔξησιν τῆς παραγωγῆς καταναλωτικῶν ἀγαθῶν. Αἱ μεταβολαὶ αὐταὶ δὲν σημαίνουν ὅμως ἐγκατάλειψιν τῶν θεμελιωδῶν ἀρχῶν.: [8, 1737, 277, 2040]
cartoon-source: (γελοιογραφία ἑλλαδικῆς ἐφημερίδος): [889, 501, 1051, 513]
cartoon-drawing: [579, 156, 1057, 455]
left-lead-col2-body: ξουν καὶ μὲ τὸ αἴτημα τῆς ἑνώσεως τῶν ἐλευθέρων καὶ κυβερνητῶν. Πολλὰ λέγονται καὶ πολλὰ θρυλοῦνται περὶ τῶν σκοπῶν μηχανορραφιῶν τῆς τουρκικῆς ἀγγλικῆς διπλωματίας εἰς τὴν Κύπρον διὰ τὴν προπαρασκευὴν τοῦ ἐδάφους τῶν διαφόρων σχεδίων. Ἡ ἀπόφασις αὐτὴ ἐλήφθη μετὰ τὴν ἀποτυχίαν τῆς Λονδίνου διασκέψεως καὶ ἐνώπιον τῆς ἐπικειμένης συζητήσεως εἰς τὰ Ἡνωμένα Ἔθνη. Ἡ ἀγγλικὴ πολιτικὴ ἔχει ἐκλέξει τὴν ὁδὸν τῆς σκληρότητος. Ἐμεῖς ὅμως πιστεύομεν ὅτι ἡ δικαιοσύνη θὰ ἐπικρατήσῃ. Δι᾽ αὐτὸ ἀπευθύνομεν προειδοποίησιν πρὸς τοὺς ἰθύνοντας τῆς βρετανικῆς πολιτικῆς: Ἡ βία δὲν θὰ κάμψῃ τὸ φρόνημα τῶν Κυπρίων. Ἀντιθέτως θὰ ἐνισχύσῃ τὴν ἀποφασιστικότητά των. Αἱ συνέπειαι μιᾶς τοιαύτης πολιτικῆς θὰ βαρύνουν ἀποκλειστικῶς τὴν Ἀγγλίαν. Ἐὰν οἱ Ἄγγλοι ἐπιθυμοῦν πραγματικῶς τὴν φιλίαν τοῦ ἑλληνικοῦ λαοῦ, ὀφείλουν νὰ σεβασθοῦν τὰ δικαιώματά του. Ἡ Ἑλλὰς δὲν ζητεῖ τίποτε περισσότερον ἀπὸ ὅ,τι τῆς ἀνήκει. Ἡ Κύπρος εἶναι ἑλληνικὴ καὶ θὰ παραμείνῃ ἑλληνική. Καμμία στρατιωτικὴ δύναμις δὲν δύναται νὰ μεταβάλῃ τὴν ἱστορικὴν πραγματικότητα. Ὁ ἀγὼν θὰ συνεχισθῇ μέχρι τῆς τελικῆς νίκης. Εὐθύνη ἐπίσης ἔχουν καὶ οἱ σύμμαχοι οἱ ὁποῖοι σιωποῦν πρὸ τῆς ἀδικίας. Ἡ σιωπὴ αὐτὴ ἰσοδυναμεῖ μὲ ἀνοχήν. Καὶ ἡ ἀνοχὴ τῆς ἀδικίας εἶναι συνενοχή.: [281, 291, 551, 593]
right-headline-rule: [1082, 184, 1586, 186]
left-lead-col1: [8, 291, 269, 820]
center-story-1-col1-side: Ἡ Σοβιετικὴ Ἕνωσις ἐδείχθη ἐπίσης διαλλακτικωτέρα ἔναντι τοῦ Βελγίου καὶ τῆς Νορβηγίας, ὅταν οἱ πρωθυπουργοὶ τῶν χωρῶν αὐτῶν ἐπεσκέφθησαν τὴν Μόσχαν.: [724, 796, 808, 927]
center-deck-1-rule: [574, 668, 1062, 669]
masthead-rule-top: [8, 198, 552, 201]
bottom-subdeck: ΑΠΟΚΛΕΙΣΤΙΚΟΤΗΣ ΤΟΥ «ΕΜΠΡΟΣ» ΚΑΙ ΤΟΥ ΓΑΛΛΙΚΟΥ ΠΡΑΚΤΟΡΕΙΟΥ: [598, 1883, 1003, 1895]
mid-sign-addr: (Κουντουριώτου 32, Ἀθῆναι): [415, 1716, 541, 1727]
left-headline: ΠΡΟΕΙΔΟΠΟΙΗΣΙΣ: [53, 228, 507, 277]
